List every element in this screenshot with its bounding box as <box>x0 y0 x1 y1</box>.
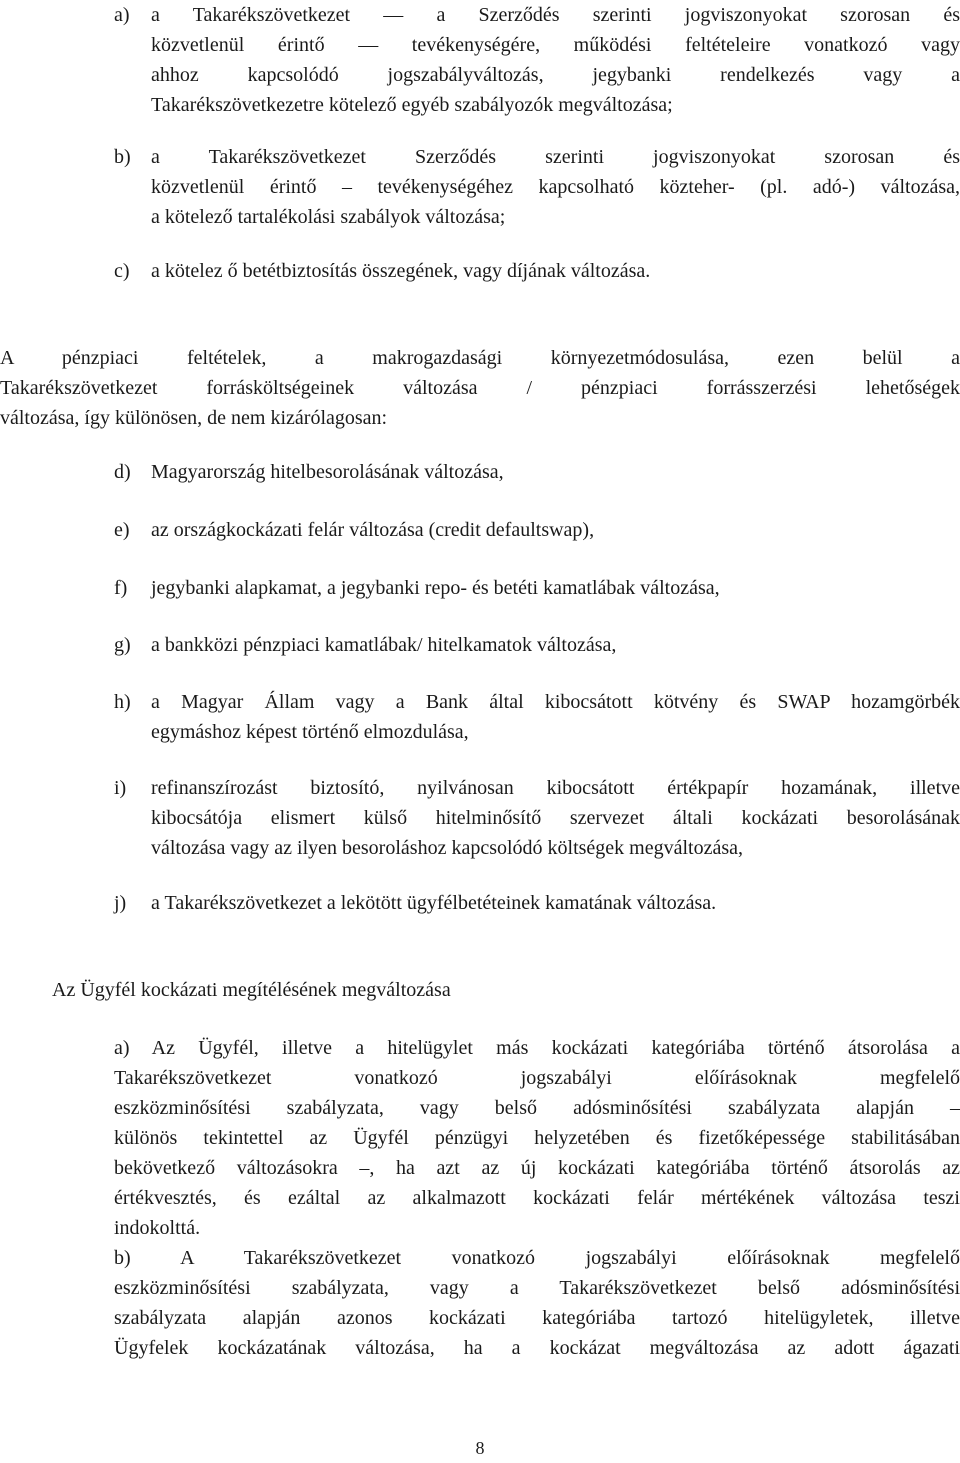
text-line: egymáshoz képest történő elmozdulása, <box>151 721 469 743</box>
text-line: eszközminősítési szabályzata, vagy a Takarékszövetkezet belső adósminősítési <box>114 1277 960 1299</box>
list-text <box>151 256 960 286</box>
text-line: változása, így különösen, de nem kizárólagosan: <box>0 407 388 429</box>
list-label: b) <box>114 146 131 168</box>
list-item-f <box>114 573 960 603</box>
text-line: a kötelező tartalékolási szabályok változása; <box>151 206 506 228</box>
text-line: változása vagy az ilyen besoroláshoz kapcsolódó költségek megváltozása, <box>151 837 744 859</box>
list-text <box>151 888 960 918</box>
text-line: Takarékszövetkezet forrásköltségeinek változása / pénzpiaci forrásszerzési lehetőségek <box>0 377 960 399</box>
text-line: Takarékszövetkezetre kötelező egyéb szabályozók megváltozása; <box>151 94 673 116</box>
text-line: Ügyfelek kockázatának változása, ha a kockázat megváltozása az adott ágazati <box>114 1337 960 1359</box>
list-label: i) <box>114 777 127 799</box>
list-text <box>151 773 960 863</box>
text-line: bekövetkező változásokra –, ha azt az új kockázati kategóriába történő átsorolás az <box>114 1157 960 1179</box>
text-line: a kötelez ő betétbiztosítás összegének, vagy díjának változása. <box>151 260 651 282</box>
text-line: a) Az Ügyfél, illetve a hitelügylet más kockázati kategóriába történő átsorolása a <box>114 1037 960 1059</box>
text-line: indokolttá. <box>114 1217 201 1239</box>
body-paragraph <box>0 343 960 433</box>
list-label: h) <box>114 691 131 713</box>
section-paragraph-a <box>114 1033 960 1363</box>
list-label: g) <box>114 634 131 656</box>
list-item-i <box>114 773 960 863</box>
text-line: értékvesztés, és ezáltal az alkalmazott kockázati felár mértékének változása teszi <box>114 1187 960 1209</box>
list-text <box>151 142 960 232</box>
list-label: d) <box>114 461 131 483</box>
text-line: b) A Takarékszövetkezet vonatkozó jogszabályi előírásoknak megfelelő <box>114 1247 960 1269</box>
list-item-h <box>114 687 960 747</box>
list-text <box>151 573 960 603</box>
text-line: a bankközi pénzpiaci kamatlábak/ hitelkamatok változása, <box>151 634 617 656</box>
list-text <box>151 687 960 747</box>
list-item-g <box>114 630 960 660</box>
text-line: a Takarékszövetkezet — a Szerződés szerinti jogviszonyokat szorosan és <box>151 4 960 26</box>
list-text <box>151 457 960 487</box>
list-label: f) <box>114 577 128 599</box>
list-text <box>151 630 960 660</box>
text-line: közvetlenül érintő — tevékenységére, működési feltételeire vonatkozó vagy <box>151 34 960 56</box>
list-item-c <box>114 256 960 286</box>
text-line: szabályzata alapján azonos kockázati kategóriába tartozó hitelügyletek, illetve <box>114 1307 960 1329</box>
list-label: c) <box>114 260 130 282</box>
text-line: közvetlenül érintő – tevékenységéhez kapcsolható közteher- (pl. adó-) változása, <box>151 176 960 198</box>
text-line: Takarékszövetkezet vonatkozó jogszabályi előírásoknak megfelelő <box>114 1067 960 1089</box>
text-line: jegybanki alapkamat, a jegybanki repo- és betéti kamatlábak változása, <box>151 577 720 599</box>
list-item-a <box>114 0 960 120</box>
text-line: az országkockázati felár változása (credit defaultswap), <box>151 519 595 541</box>
list-text <box>151 515 960 545</box>
text-line: A pénzpiaci feltételek, a makrogazdasági környezetmódosulása, ezen belül a <box>0 347 960 369</box>
text-line: Magyarország hitelbesorolásának változása, <box>151 461 504 483</box>
list-item-b <box>114 142 960 232</box>
text-line: eszközminősítési szabályzata, vagy belső adósminősítési szabályzata alapján – <box>114 1097 960 1119</box>
list-item-e <box>114 515 960 545</box>
list-label: a) <box>114 4 130 26</box>
text-line: a Magyar Állam vagy a Bank által kibocsátott kötvény és SWAP hozamgörbék <box>151 691 960 713</box>
list-text <box>151 0 960 120</box>
list-label: j) <box>114 892 127 914</box>
list-item-d <box>114 457 960 487</box>
text-line: kibocsátója elismert külső hitelminősítő szervezet általi kockázati besorolásának <box>151 807 960 829</box>
text-line: a Takarékszövetkezet Szerződés szerinti jogviszonyokat szorosan és <box>151 146 960 168</box>
list-item-j <box>114 888 960 918</box>
text-line: a Takarékszövetkezet a lekötött ügyfélbetéteinek kamatának változása. <box>151 892 717 914</box>
text-line: különös tekintettel az Ügyfél pénzügyi helyzetében és fizetőképessége stabilitásában <box>114 1127 960 1149</box>
text-line: refinanszírozást biztosító, nyilvánosan kibocsátott értékpapír hozamának, illetve <box>151 777 960 799</box>
text-line: ahhoz kapcsolódó jogszabályváltozás, jegybanki rendelkezés vagy a <box>151 64 960 86</box>
section-heading: Az Ügyfél kockázati megítélésének megváltozása <box>52 979 451 1001</box>
list-label: e) <box>114 519 130 541</box>
page-number: 8 <box>475 1438 485 1458</box>
